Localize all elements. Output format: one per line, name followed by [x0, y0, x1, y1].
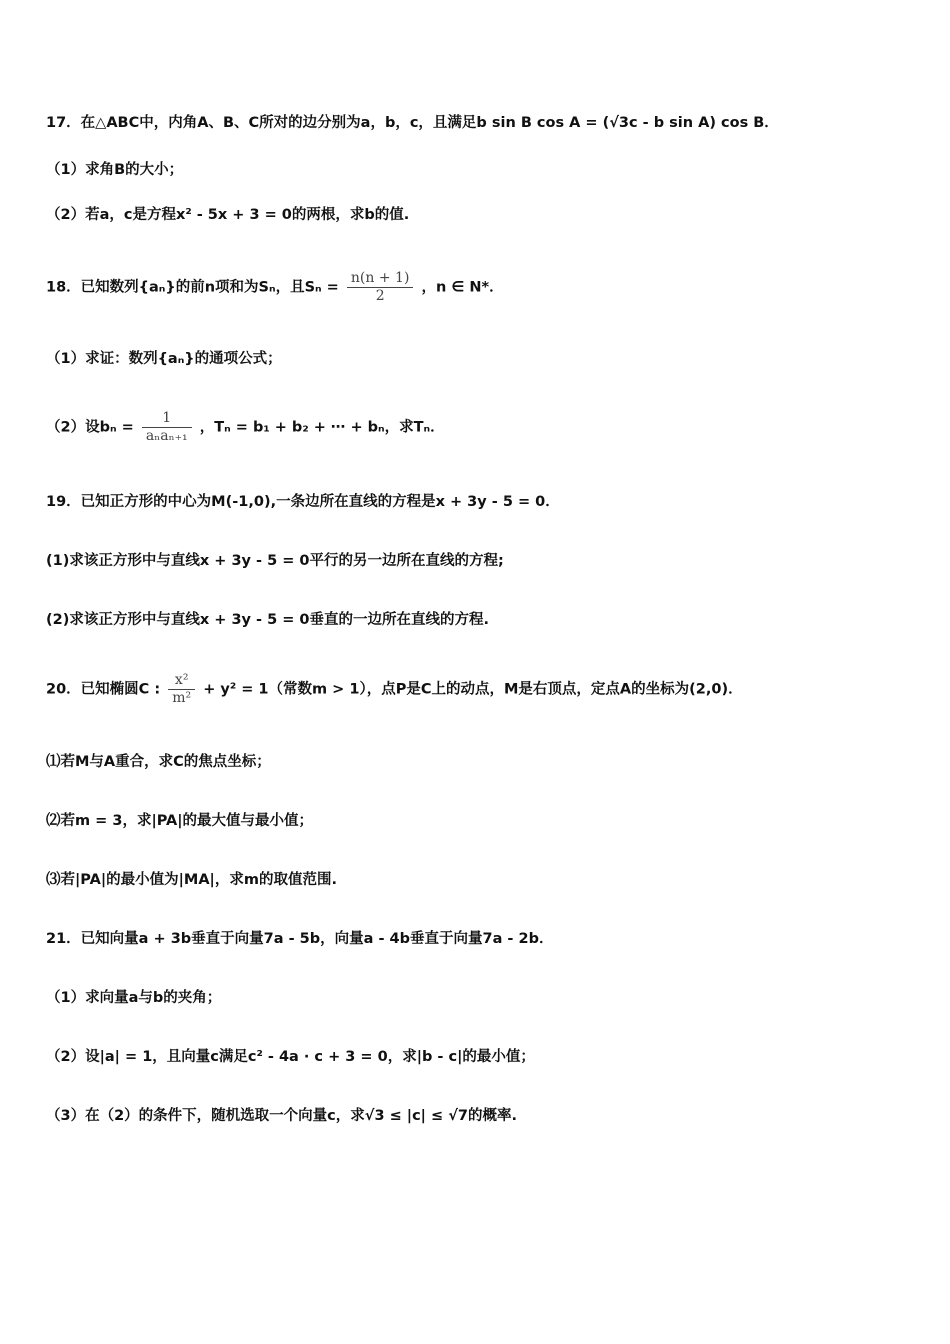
- q17-part1-text: （1）求角B的大小；: [46, 162, 184, 178]
- q17-stem-text: 17．在△ABC中，内角A、B、C所对的边分别为a，b，c，且满足b sin B cos A = (√3c - b sin A) cos B．: [46, 115, 779, 131]
- q18-part2: [46, 410, 445, 445]
- q18-sn-fraction: [347, 270, 414, 305]
- q18-bn-numerator: 1: [162, 410, 172, 426]
- q18-bn-fraction: [142, 410, 192, 445]
- q20-ellipse-fraction: [168, 672, 195, 707]
- q19-stem-text: 19．已知正方形的中心为M(-1,0),一条边所在直线的方程是x + 3y - 5 = 0．: [46, 494, 560, 510]
- q20-part3: [46, 870, 337, 890]
- q20-stem: [46, 672, 743, 707]
- q20-part1: [46, 752, 271, 772]
- q20-frac-denominator: m²: [168, 689, 195, 707]
- q19-stem: [46, 492, 560, 512]
- q20-stem-part-b: + y² = 1（常数m > 1），点P是C上的动点，M是右顶点，定点A的坐标为(2,0)．: [203, 681, 743, 698]
- q20-stem-part-a: 20．已知椭圆C :: [46, 681, 161, 698]
- q21-part1: [46, 988, 221, 1008]
- q18-frac-denominator: 2: [347, 287, 414, 305]
- q18-frac-numerator: n(n + 1): [350, 270, 410, 286]
- q19-part1: [46, 551, 504, 571]
- q18-stem: [46, 270, 504, 305]
- q21-stem: [46, 929, 553, 949]
- q18-stem-part-b: ，n ∈ N*．: [421, 279, 504, 296]
- q20-frac-numerator: x²: [174, 672, 189, 688]
- q18-part1: [46, 349, 282, 369]
- q21-part2: [46, 1047, 535, 1067]
- q17-part2: [46, 205, 409, 225]
- q19-part2-text: (2)求该正方形中与直线x + 3y - 5 = 0垂直的一边所在直线的方程.: [46, 612, 490, 628]
- q20-part2-text: ⑵若m = 3，求|PA|的最大值与最小值；: [46, 813, 314, 829]
- q18-part2-part-b: ，Tₙ = b₁ + b₂ + ⋯ + bₙ，求Tₙ．: [199, 419, 445, 436]
- q17-part2-text: （2）若a，c是方程x² - 5x + 3 = 0的两根，求b的值.: [46, 207, 410, 223]
- q21-part1-text: （1）求向量a与b的夹角；: [46, 990, 222, 1006]
- q17-part1: [46, 160, 183, 180]
- q18-bn-denominator: aₙaₙ₊₁: [142, 427, 192, 445]
- q19-part1-text: (1)求该正方形中与直线x + 3y - 5 = 0平行的另一边所在直线的方程;: [46, 553, 504, 569]
- q20-part2: [46, 811, 313, 831]
- q19-part2: [46, 610, 489, 630]
- q17-stem: [46, 113, 779, 133]
- q21-part3-text: （3）在（2）的条件下，随机选取一个向量c，求√3 ≤ |c| ≤ √7的概率.: [46, 1108, 517, 1124]
- q18-stem-part-a: 18．已知数列{aₙ}的前n项和为Sₙ，且Sₙ =: [46, 279, 339, 296]
- q20-part3-text: ⑶若|PA|的最小值为|MA|，求m的取值范围.: [46, 872, 337, 888]
- q21-part2-text: （2）设|a| = 1，且向量c满足c² - 4a · c + 3 = 0，求|b - c|的最小值；: [46, 1049, 535, 1065]
- q21-stem-text: 21．已知向量a + 3b垂直于向量7a - 5b，向量a - 4b垂直于向量7a - 2b．: [46, 931, 554, 947]
- q18-part1-text: （1）求证：数列{aₙ}的通项公式；: [46, 351, 282, 367]
- q18-part2-part-a: （2）设bₙ =: [46, 419, 134, 436]
- q21-part3: [46, 1106, 517, 1126]
- q20-part1-text: ⑴若M与A重合，求C的焦点坐标；: [46, 754, 271, 770]
